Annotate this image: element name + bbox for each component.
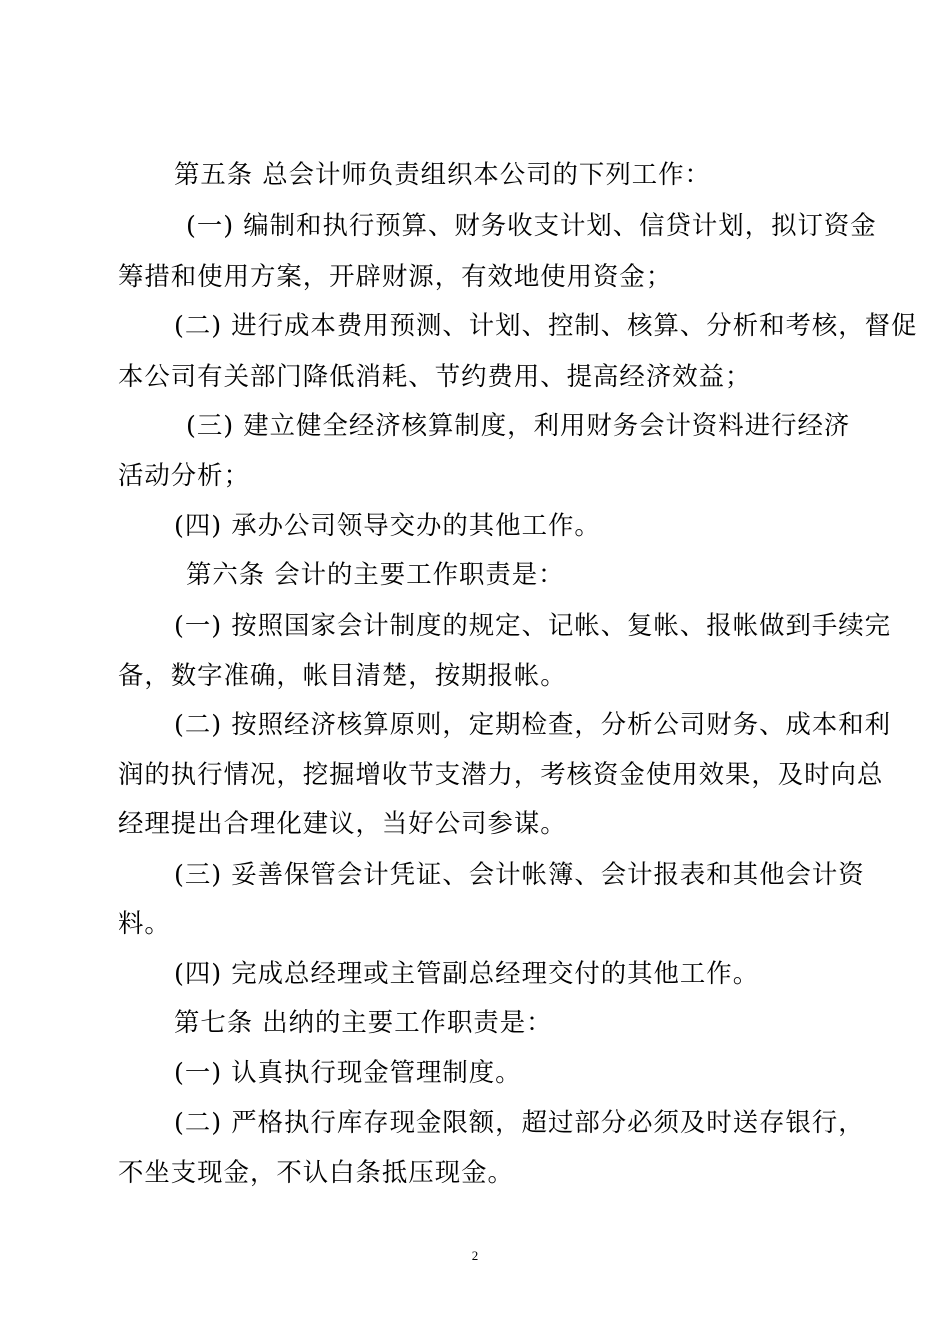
article-6-heading: 第六条 会计的主要工作职责是：	[186, 559, 565, 589]
article-6-item-2-line-3: 经理提出合理化建议，当好公司参谋。	[118, 808, 567, 838]
article-5-item-4: (四) 承办公司领导交办的其他工作。	[174, 510, 601, 540]
article-5-item-1-line-1: (一) 编制和执行预算、财务收支计划、信贷计划，拟订资金	[186, 210, 877, 240]
article-5-item-2-line-2: 本公司有关部门降低消耗、节约费用、提高经济效益；	[118, 361, 752, 391]
article-6-item-2-line-1: (二) 按照经济核算原则，定期检查，分析公司财务、成本和利	[174, 709, 892, 739]
article-6-item-3-line-2: 料。	[118, 908, 171, 938]
article-6-item-2-line-2: 润的执行情况，挖掘增收节支潜力，考核资金使用效果，及时向总	[118, 759, 884, 789]
article-7-item-2-line-1: (二) 严格执行库存现金限额，超过部分必须及时送存银行，	[174, 1107, 865, 1137]
article-7-item-1: (一) 认真执行现金管理制度。	[174, 1057, 522, 1087]
article-6-item-3-line-1: (三) 妥善保管会计凭证、会计帐簿、会计报表和其他会计资	[174, 859, 865, 889]
article-7-heading: 第七条 出纳的主要工作职责是：	[174, 1007, 553, 1037]
article-6-item-4: (四) 完成总经理或主管副总经理交付的其他工作。	[174, 958, 760, 988]
article-6-item-1-line-1: (一) 按照国家会计制度的规定、记帐、复帐、报帐做到手续完	[174, 610, 892, 640]
article-5-heading: 第五条 总会计师负责组织本公司的下列工作：	[174, 159, 711, 189]
article-5-item-1-line-2: 筹措和使用方案，开辟财源，有效地使用资金；	[118, 261, 673, 291]
article-7-item-2-line-2: 不坐支现金，不认白条抵压现金。	[118, 1157, 514, 1187]
page-number: 2	[471, 1248, 479, 1263]
article-5-item-3-line-2: 活动分析；	[118, 460, 250, 490]
article-5-item-2-line-1: (二) 进行成本费用预测、计划、控制、核算、分析和考核，督促	[174, 310, 918, 340]
article-6-item-1-line-2: 备，数字准确，帐目清楚，按期报帐。	[118, 660, 567, 690]
article-5-item-3-line-1: (三) 建立健全经济核算制度，利用财务会计资料进行经济	[186, 410, 851, 440]
